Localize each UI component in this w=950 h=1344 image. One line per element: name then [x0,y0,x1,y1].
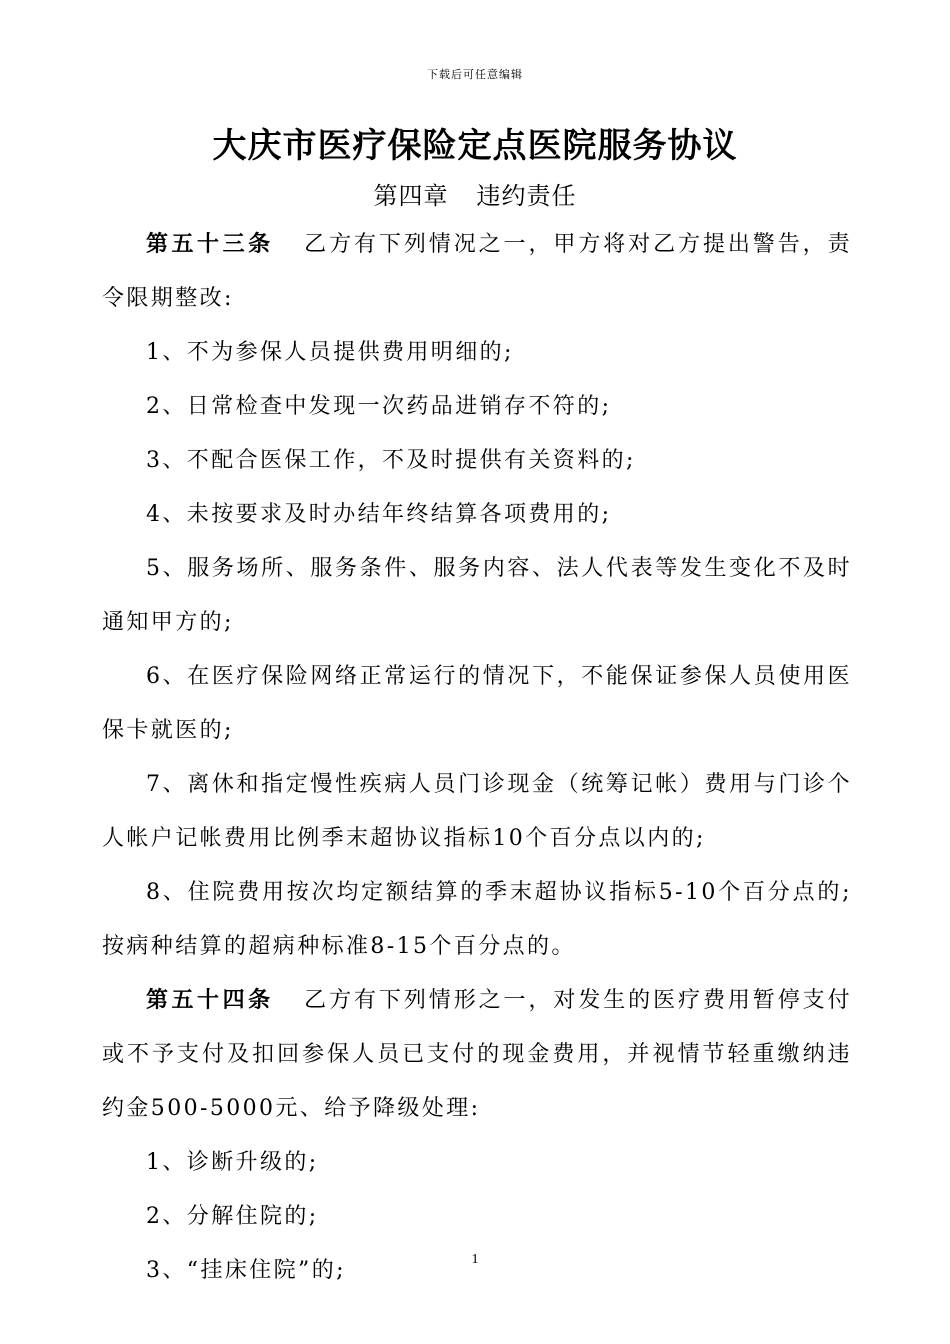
article-53-heading: 第五十三条 [146,232,274,257]
article-53-item-1: 1、不为参保人员提供费用明细的; [146,340,514,365]
document-body [102,218,852,1298]
article-53-item-4: 4、未按要求及时办结年终结算各项费用的; [146,502,612,527]
article-53-item-7: 7、离休和指定慢性疾病人员门诊现金（统筹记帐）费用与门诊个人帐户记帐费用比例季末超协议指标10个百分点以内的; [102,772,852,851]
article-54-item-3: 3、“挂床住院”的; [146,1258,346,1283]
chapter-number: 第四章 [373,182,449,210]
article-53-intro-text: 乙方有下列情况之一，甲方将对乙方提出警告，责令限期整改: [102,232,852,311]
article-53-item-6: 6、在医疗保险网络正常运行的情况下，不能保证参保人员使用医保卡就医的; [102,664,852,743]
chapter-name: 违约责任 [476,182,577,210]
article-54-heading: 第五十四条 [146,988,274,1013]
article-53-item-8: 8、住院费用按次均定额结算的季末超协议指标5-10个百分点的; 按病种结算的超病种标准8-15个百分点的。 [102,880,852,959]
article-53-intro [102,218,852,326]
article-54-item-1: 1、诊断升级的; [146,1150,319,1175]
article-54-intro-text: 乙方有下列情形之一，对发生的医疗费用暂停支付或不予支付及扣回参保人员已支付的现金费用，并视情节轻重缴纳违约金500-5000元、给予降级处理: [102,988,852,1121]
article-54-item-2: 2、分解住院的; [146,1204,319,1229]
page-number: 1 [471,1252,479,1267]
document-title: 大庆市医疗保险定点医院服务协议 [212,126,738,166]
article-53-item-2: 2、日常检查中发现一次药品进销存不符的; [146,394,612,419]
header-note: 下载后可任意编辑 [427,69,523,81]
article-53-item-5: 5、服务场所、服务条件、服务内容、法人代表等发生变化不及时通知甲方的; [102,556,852,635]
article-53-item-3: 3、不配合医保工作，不及时提供有关资料的; [146,448,636,473]
article-54-intro [102,974,852,1136]
chapter-heading [0,176,950,211]
